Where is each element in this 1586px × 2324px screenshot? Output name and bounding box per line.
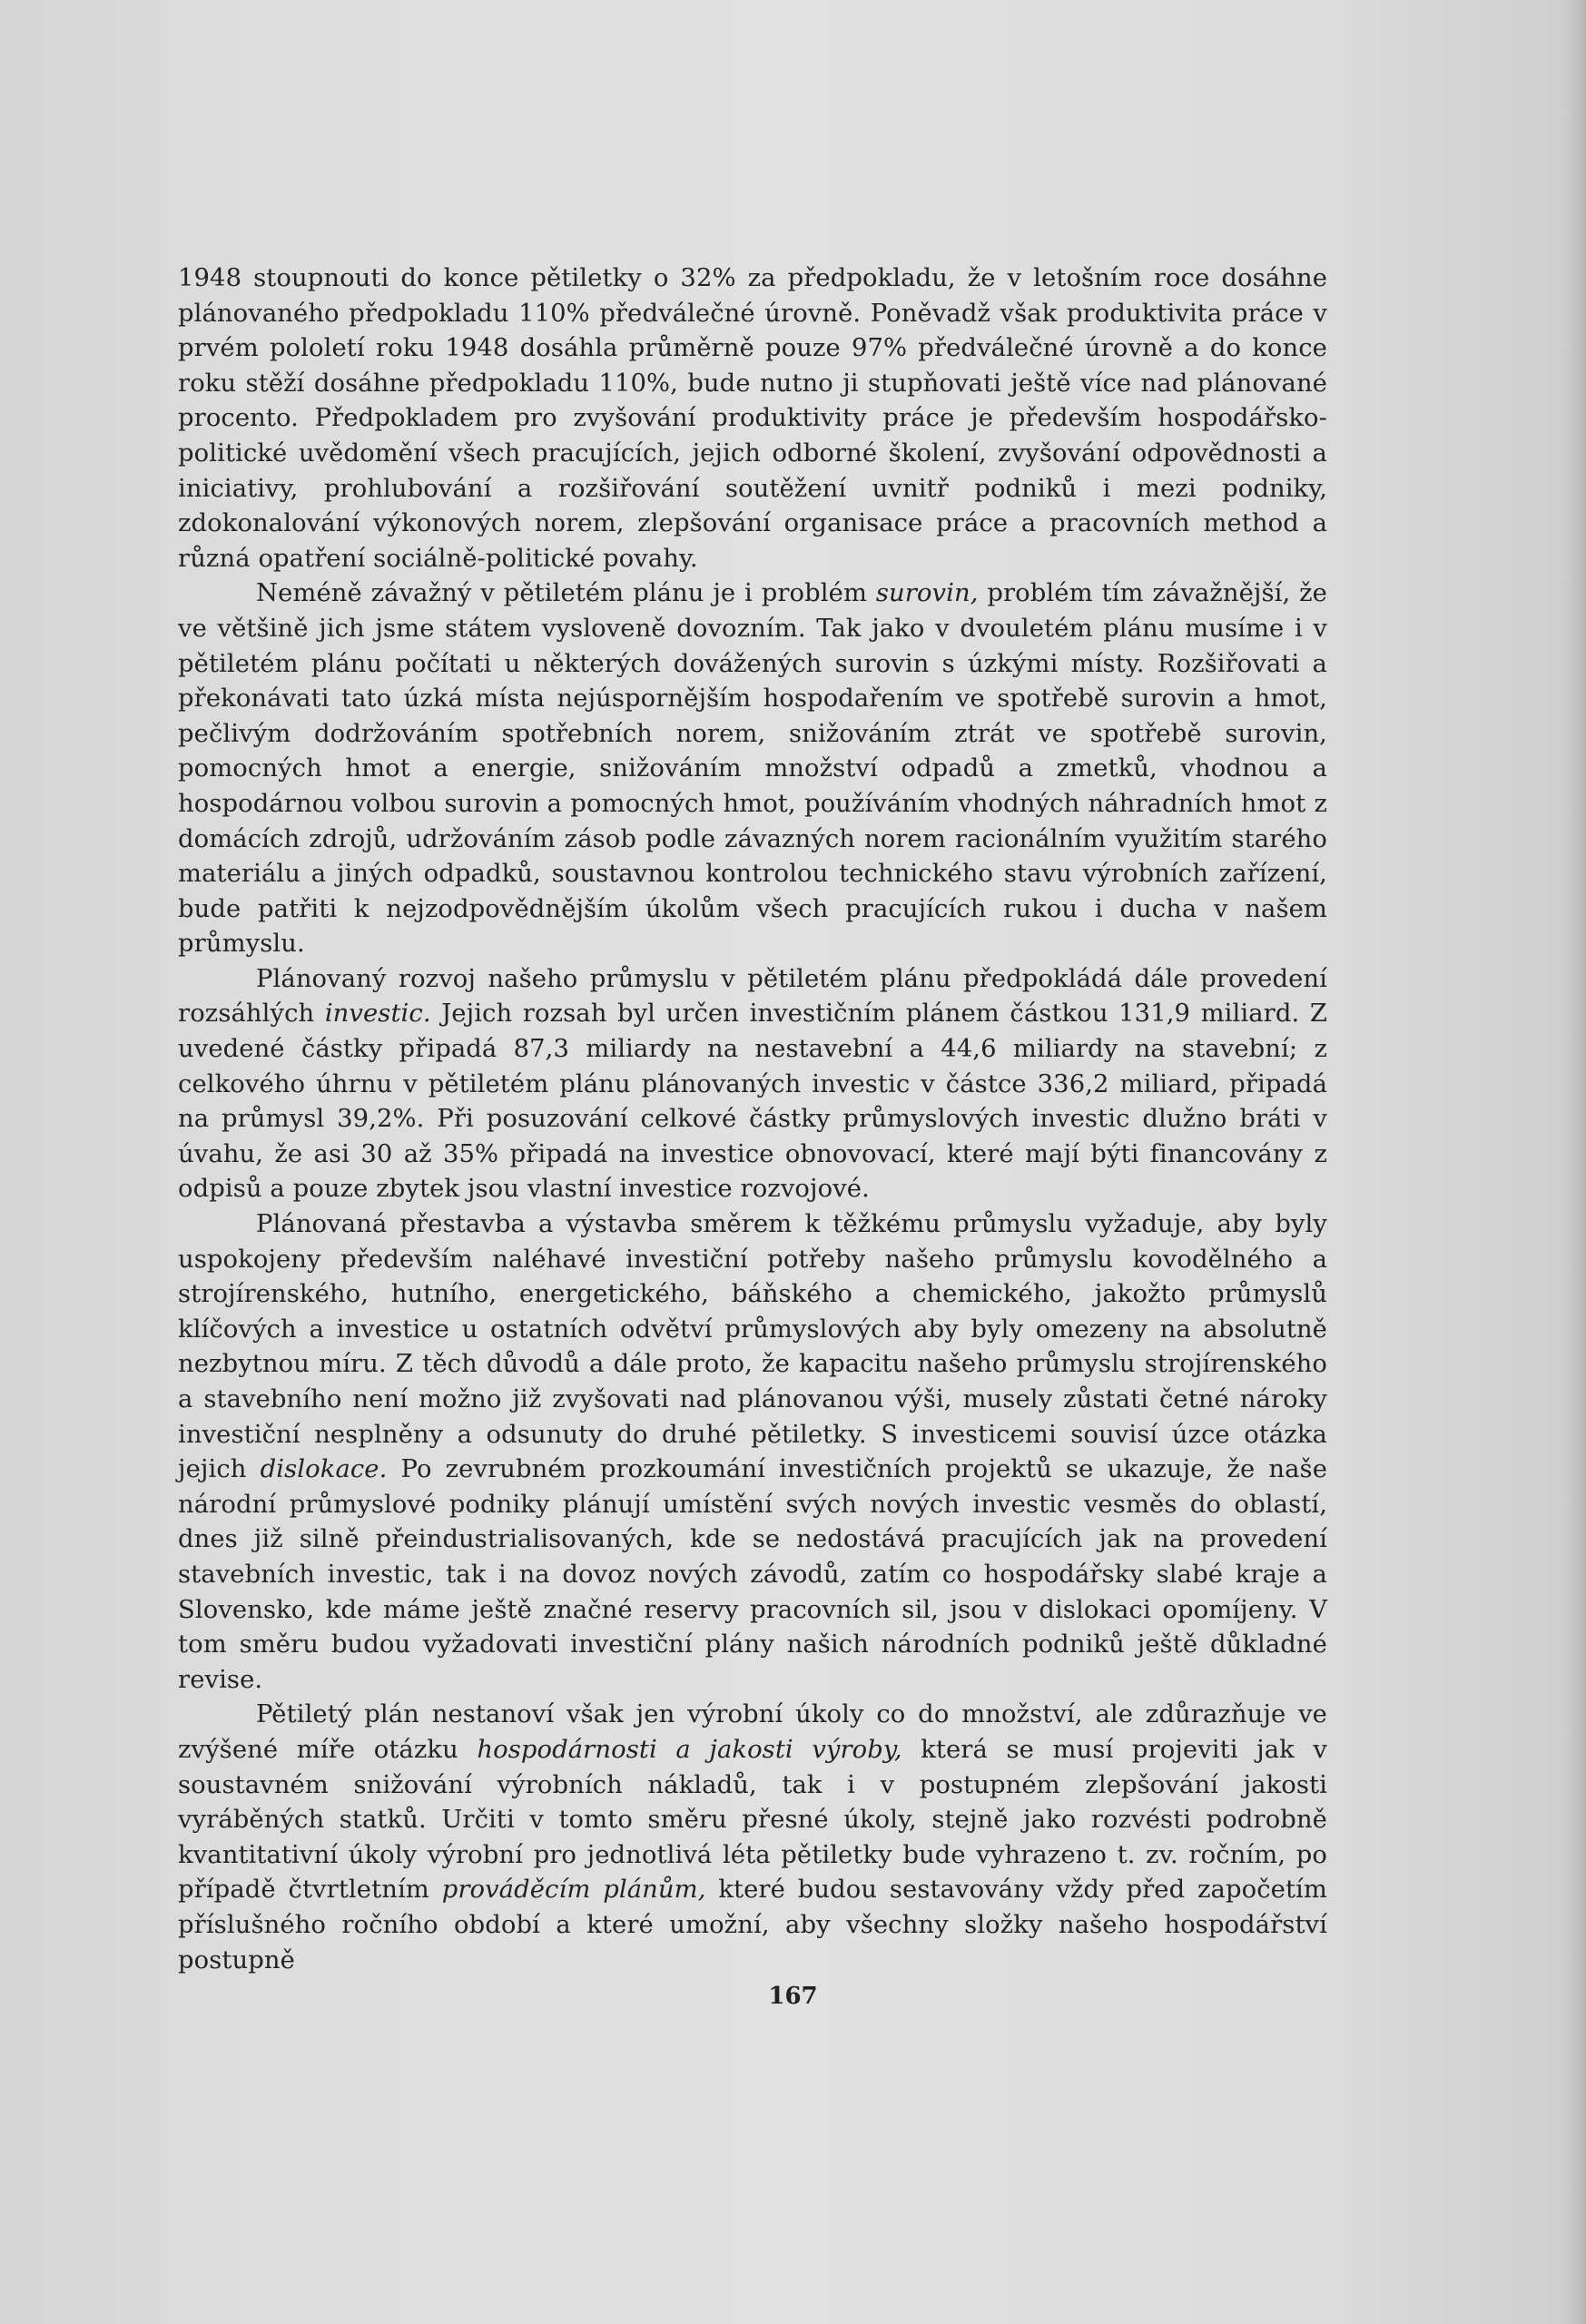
paragraph-2 [178,576,1327,962]
text-run: Po zevrubném prozkoumání investičních projektů se ukazuje, že naše národní průmyslové podniky plánují umístění svých nových investic vesměs do oblastí, dnes již silně přeindustrialisovaných, kde se nedostává pracujících jak na provedení stavebních investic, tak i na dovoz nových závodů, zatím co hospodářsky slabé kraje a Slovensko, kde máme ještě značné reservy pracovních sil, jsou v dislokaci opomíjeny. V tom směru budou vyžadovati investiční plány našich národních podniků ještě důkladné revise. [178,1455,1327,1694]
text-run: Plánovaná přestavba a výstavba směrem k těžkému průmyslu vyžaduje, aby byly uspokojeny především naléhavé investiční potřeby našeho průmyslu kovodělného a strojírenského, hutního, energetického, báňského a chemického, jakožto průmyslů klíčových a investice u ostatních odvětví průmyslových aby byly omezeny na absolutně nezbytnou míru. Z těch důvodů a dále proto, že kapacitu našeho průmyslu strojírenského a stavebního není možno již zvyšovati nad plánovanou výši, musely zůstati četné nároky investiční nesplněny a odsunuty do druhé pětiletky. S investicemi souvisí úzce otázka jejich [178,1210,1327,1484]
text-run: které budou sestavovány vždy před započetím příslušného ročního období a které umožní, aby všechny složky našeho hospodářství postupně [178,1876,1327,1974]
page-number: 167 [768,1983,818,2010]
text-run: Neméně závažný v pětiletém plánu je i problém [256,579,876,608]
text-run: problém tím závažnější, že ve většině jich jsme státem vysloveně dovozním. Tak jako v dvouletém plánu musíme i v pětiletém plánu počítati u některých dovážených surovin s úzkými místy. Rozšiřovati a překonávati tato úzká místa nejúspornějším hospodařením ve spotřebě surovin a hmot, pečlivým dodržováním spotřebních norem, snižováním ztrát ve spotřebě surovin, pomocných hmot a energie, snižováním množství odpadů a zmetků, vhodnou a hospodárnou volbou surovin a pomocných hmot, používáním vhodných náhradních hmot z domácích zdrojů, udržováním zásob podle závazných norem racionálním využitím starého materiálu a jiných odpadků, soustavnou kontrolou technického stavu výrobních zařízení, bude patřiti k nejzodpovědnějším úkolům všech pracujících rukou i ducha v našem průmyslu. [178,579,1327,959]
emphasis-dislokace: dislokace. [260,1455,388,1484]
paragraph-5 [178,1698,1327,1978]
emphasis-investic: investic. [324,1000,431,1029]
emphasis-provadecim: prováděcím plánům, [441,1876,706,1905]
text-run: Plánovaný rozvoj našeho průmyslu v pětiletém plánu předpokládá dále provedení rozsáhlých [178,964,1327,1029]
paragraph-1 [178,261,1327,576]
text-run: 1948 stoupnouti do konce pětiletky o 32% za předpokladu, že v letošním roce dosáhne plánovaného předpokladu 110% předválečné úrovně. Poněvadž však produktivita práce v prvém pololetí roku 1948 dosáhla průměrně pouze 97% předválečné úrovně a do konce roku stěží dosáhne předpokladu 110%, bude nutno ji stupňovati ještě více nad plánované procento. Předpokladem pro zvyšování produktivity práce je především hospodářsko-politické uvědomění všech pracujících, jejich odborné školení, zvyšování odpovědnosti a iniciativy, prohlubování a rozšiřování soutěžení uvnitř podniků i mezi podniky, zdokonalování výkonových norem, zlepšování organisace práce a pracovních method a různá opatření sociálně-politické povahy. [178,264,1327,573]
text-run: Jejich rozsah byl určen investičním plánem částkou 131,9 miliard. Z uvedené částky připadá 87,3 miliardy na nestavební a 44,6 miliardy na stavební; z celkového úhrnu v pětiletém plánu plánovaných investic v částce 336,2 miliard, připadá na průmysl 39,2%. Při posuzování celkové částky průmyslových investic dlužno bráti v úvahu, že asi 30 až 35% připadá na investice obnovovací, které mají býti financovány z odpisů a pouze zbytek jsou vlastní investice rozvojové. [178,1000,1327,1204]
body-text [178,261,1327,1978]
paragraph-4 [178,1207,1327,1698]
page-edge-shadow [1562,0,1586,2324]
text-run: která se musí projeviti jak v soustavném snižování výrobních nákladů, tak i v postupném zlepšování jakosti vyráběných statků. Určiti v tomto směru přesné úkoly, stejně jako rozvésti podrobně kvantitativní úkoly výrobní pro jednotlivá léta pětiletky bude vyhrazeno t. zv. ročním, po případě čtvrtletním [178,1735,1327,1905]
emphasis-hospodarnosti: hospodárnosti a jakosti výroby, [477,1735,902,1764]
emphasis-surovin: surovin, [875,579,979,608]
text-run: Pětiletý plán nestanoví však jen výrobní úkoly co do množství, ale zdůrazňuje ve zvýšené míře otázku [178,1700,1327,1764]
paragraph-3 [178,962,1327,1207]
